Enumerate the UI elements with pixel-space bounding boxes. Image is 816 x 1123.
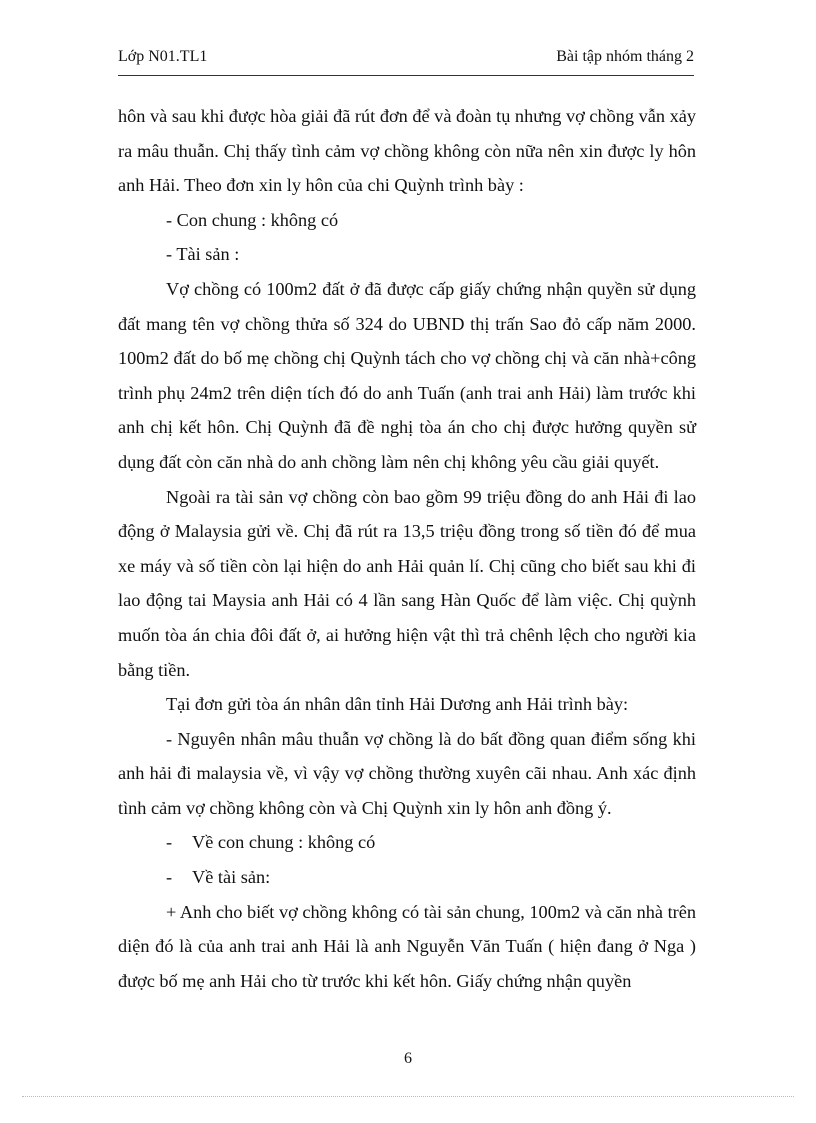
document-body [118,99,696,998]
paragraph-children: - Con chung : không có [166,209,339,230]
header-assignment-label: Bài tập nhóm tháng 2 [556,48,694,65]
page-number: 6 [404,1050,412,1067]
dash-bullet: - [166,832,173,853]
paragraph-money: Ngoài ra tài sản vợ chồng còn bao gồm 99 triệu đồng do anh Hải đi lao động ở Malaysia gửi về. Chị đã rút ra 13,5 triệu đồng trong số tiền đó để mua xe máy và số tiền còn lại hiện do anh Hải quản lí. Chị cũng cho biết sau khi đi lao động tai Maysia anh Hải có 4 lần sang Hàn Quốc để làm việc. Chị quỳnh muốn tòa án chia đôi đất ở, ai hưởng hiện vật thì trả chênh lệch cho người kia bằng tiền. [118,486,696,680]
paragraph-conflict-cause: - Nguyên nhân mâu thuẫn vợ chồng là do bất đồng quan điểm sống khi anh hải đi malaysia về, vì vậy vợ chồng thường xuyên cãi nhau. Anh xác định tình cảm vợ chồng không còn và Chị Quỳnh xin ly hôn anh đồng ý. [118,728,696,818]
paragraph-hai-statement: Tại đơn gửi tòa án nhân dân tỉnh Hải Dương anh Hải trình bày: [166,694,629,715]
header-divider [118,75,694,76]
list-item-assets [118,860,696,895]
list-item-children [118,825,696,860]
paragraph-assets-heading: - Tài sản : [166,244,240,265]
header-class-label: Lớp N01.TL1 [118,48,208,65]
page-bottom-divider [22,1096,794,1097]
paragraph-intro: hôn và sau khi được hòa giải đã rút đơn để và đoàn tụ nhưng vợ chồng vẫn xảy ra mâu thuẫn. Chị thấy tình cảm vợ chồng không còn nữa nên xin được ly hôn anh Hải. Theo đơn xin ly hôn của chi Quỳnh trình bày : [118,106,696,196]
paragraph-land: Vợ chồng có 100m2 đất ở đã được cấp giấy chứng nhận quyền sử dụng đất mang tên vợ chồng thửa số 324 do UBND thị trấn Sao đỏ cấp năm 2000. 100m2 đất do bố mẹ chồng chị Quỳnh tách cho vợ chồng chị và căn nhà+công trình phụ 24m2 trên diện tích đó do anh Tuấn (anh trai anh Hải) làm trước khi anh chị kết hôn. Chị Quỳnh đã đề nghị tòa án cho chị được hưởng quyền sử dụng đất còn căn nhà do anh chồng làm nên chị không yêu cầu giải quyết. [118,278,696,472]
page-header [118,48,694,78]
paragraph-hai-assets: + Anh cho biết vợ chồng không có tài sản chung, 100m2 và căn nhà trên diện đó là của anh trai anh Hải là anh Nguyễn Văn Tuấn ( hiện đang ở Nga ) được bố mẹ anh Hải cho từ trước khi kết hôn. Giấy chứng nhận quyền [118,901,696,991]
list-item-text: Về con chung : không có [192,832,376,853]
list-item-text: Về tài sản: [192,867,271,888]
dash-bullet: - [166,867,173,888]
